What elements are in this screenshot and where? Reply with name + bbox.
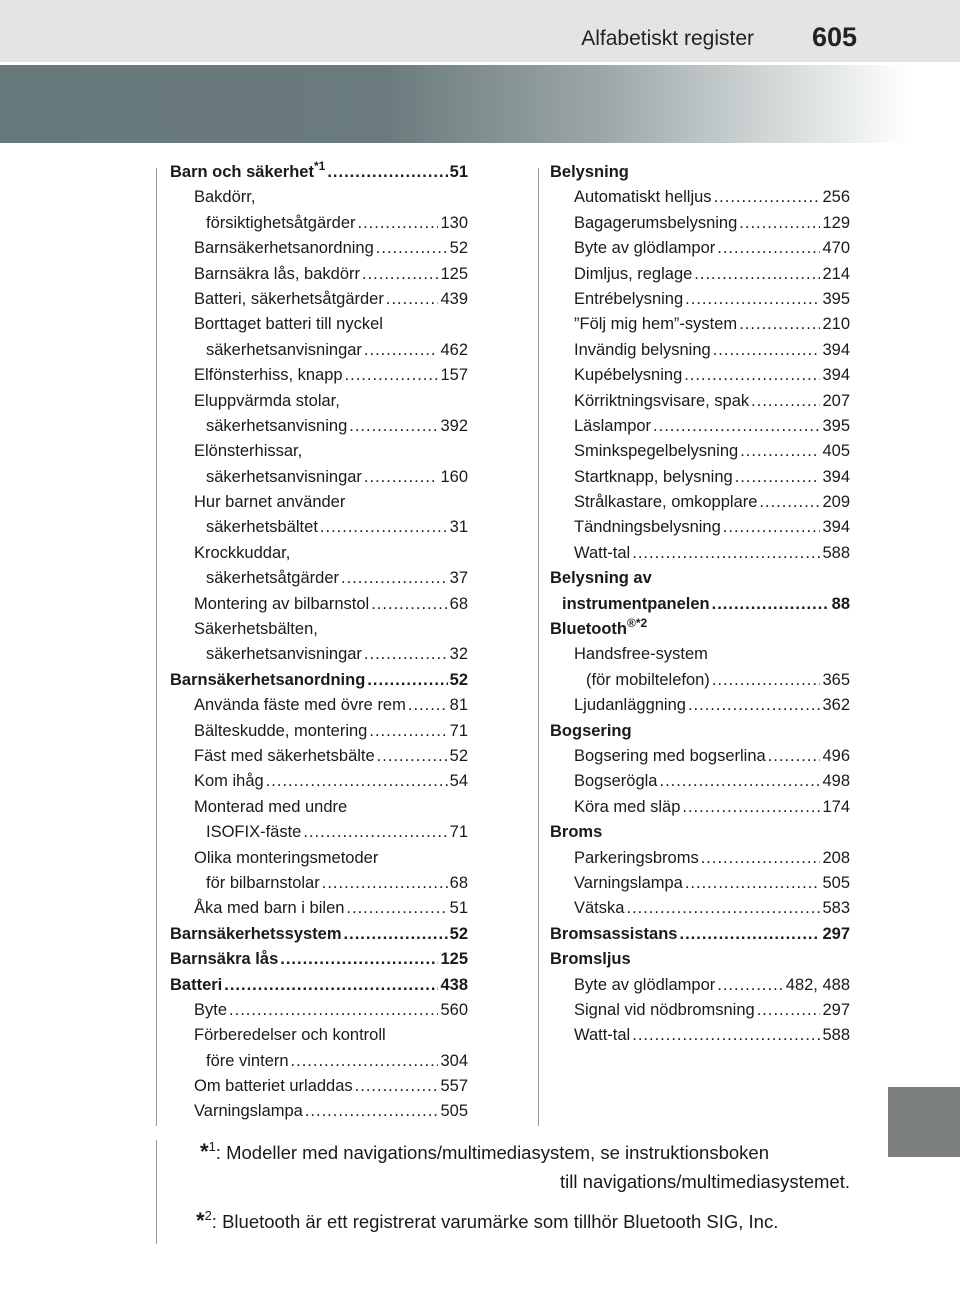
index-entry-page: 297 (822, 924, 850, 943)
index-entry-left (170, 668, 468, 693)
index-entry-text: Varningslampa (574, 873, 683, 892)
dot-leader (694, 262, 820, 287)
dot-leader (685, 871, 821, 896)
index-entry-text: Bogsering med bogserlina (574, 746, 766, 765)
index-entry-page: 52 (449, 924, 468, 943)
index-entry-page: 125 (440, 950, 468, 969)
index-entry-page: 54 (449, 772, 468, 791)
index-entry-text: Läslampor (574, 416, 652, 435)
footnote-2-asterisk: * (196, 1208, 205, 1233)
index-entry-text: Watt-tal (574, 1026, 631, 1045)
index-entry-right (550, 642, 850, 667)
index-entry-page: 207 (822, 391, 850, 410)
dot-leader (369, 719, 447, 744)
dot-leader (688, 693, 821, 718)
dot-leader (386, 287, 439, 312)
dot-leader (280, 947, 438, 972)
index-entry-right (550, 465, 850, 490)
index-entry-left (170, 693, 468, 718)
index-entry-text: Barnsäkerhetssystem (170, 924, 342, 943)
index-entry-text: Fäst med säkerhetsbälte (194, 746, 375, 765)
index-entry-right (550, 541, 850, 566)
dot-leader (653, 414, 820, 439)
index-entry-right (550, 236, 850, 261)
index-entry-text: Bogserögla (574, 772, 658, 791)
index-entry-right (550, 769, 850, 794)
index-entry-text: Sminkspegelbelysning (574, 442, 739, 461)
index-entry-text: Dimljus, reglage (574, 264, 693, 283)
index-entry-page: 37 (449, 569, 468, 588)
index-entry-page: 392 (440, 416, 468, 435)
index-entry-page: 88 (831, 594, 850, 613)
footnote-1-number: 1 (208, 1139, 216, 1154)
index-entry-right (550, 744, 850, 769)
index-entry-text: Köra med släp (574, 797, 681, 816)
index-entry-text: Handsfree-system (574, 645, 708, 664)
dot-leader (364, 338, 439, 363)
index-entry-left (170, 414, 468, 439)
index-entry-page: 394 (822, 467, 850, 486)
dot-leader (364, 642, 448, 667)
index-entry-text: Vätska (574, 899, 625, 918)
index-column-right (550, 160, 850, 1049)
index-entry-text: Bromsljus (550, 950, 631, 969)
index-entry-text: Använda fäste med övre rem (194, 696, 406, 715)
index-entry-right (550, 846, 850, 871)
dot-leader (740, 439, 820, 464)
dot-leader (735, 465, 821, 490)
index-entry-right (550, 312, 850, 337)
dot-leader (757, 998, 821, 1023)
index-entry-text: Bälteskudde, montering (194, 721, 368, 740)
index-entry-text: försiktighetsåtgärder (206, 213, 356, 232)
index-entry-page: 130 (440, 213, 468, 232)
index-entry-text: Byte (194, 1000, 228, 1019)
index-entry-text: Säkerhetsbälten, (194, 620, 318, 639)
dot-leader (346, 896, 447, 921)
column-divider (538, 168, 539, 1126)
index-entry-text: Byte av glödlampor (574, 239, 716, 258)
section-title: Alfabetiskt register (581, 27, 754, 50)
index-entry-page: 583 (822, 899, 850, 918)
index-entry-text: (för mobiltelefon) (586, 670, 710, 689)
index-entry-page: 81 (449, 696, 468, 715)
index-entry-text: ISOFIX-fäste (206, 823, 302, 842)
dot-leader (712, 668, 821, 693)
index-entry-text: Monterad med undre (194, 797, 348, 816)
index-entry-page: 71 (449, 823, 468, 842)
index-entry-page: 588 (822, 1026, 850, 1045)
index-entry-right (550, 592, 850, 617)
index-entry-left (170, 744, 468, 769)
index-entry-right (550, 389, 850, 414)
index-entry-page: 588 (822, 543, 850, 562)
dot-leader (759, 490, 820, 515)
index-entry-left (170, 160, 468, 185)
index-entry-text: Entrébelysning (574, 289, 684, 308)
dot-leader (751, 389, 820, 414)
index-entry-left (170, 795, 468, 820)
index-entry-page: 210 (822, 315, 850, 334)
index-entry-page: 32 (449, 645, 468, 664)
index-entry-left (170, 490, 468, 515)
index-entry-page: 470 (822, 239, 850, 258)
index-entry-left (170, 262, 468, 287)
index-entry-text: Invändig belysning (574, 340, 711, 359)
index-entry-text: Körriktningsvisare, spak (574, 391, 750, 410)
index-entry-right (550, 287, 850, 312)
index-entry-left (170, 541, 468, 566)
index-entry-left (170, 287, 468, 312)
index-entry-text: Ljudanläggning (574, 696, 686, 715)
index-entry-text: Bagagerumsbelysning (574, 213, 738, 232)
dot-leader (626, 896, 820, 921)
dot-leader (349, 414, 438, 439)
index-entry-left (170, 1023, 468, 1048)
dot-leader (684, 363, 820, 388)
index-entry-left (170, 439, 468, 464)
index-entry-text: Bromsassistans (550, 924, 678, 943)
index-entry-text: Kom ihåg (194, 772, 264, 791)
index-entry-text: Olika monteringsmetoder (194, 848, 379, 867)
index-column-left (170, 160, 468, 1125)
index-entry-page: 462 (440, 340, 468, 359)
index-entry-text: Barn och säkerhet (170, 163, 314, 181)
index-entry-left (170, 236, 468, 261)
index-entry-text: Elönsterhissar, (194, 442, 303, 461)
footnote-2-number: 2 (204, 1208, 212, 1223)
index-entry-left (170, 846, 468, 871)
index-entry-right (550, 973, 850, 998)
index-entry-right (550, 439, 850, 464)
dot-leader (377, 744, 448, 769)
index-entry-page: 174 (822, 797, 850, 816)
index-entry-page: 52 (449, 746, 468, 765)
dot-leader (358, 211, 439, 236)
footnote-mark: ®*2 (626, 616, 648, 631)
index-entry-left (170, 338, 468, 363)
index-entry-right (550, 211, 850, 236)
index-entry-right (550, 896, 850, 921)
page-header (0, 0, 960, 62)
index-entry-right (550, 922, 850, 947)
index-entry-left (170, 769, 468, 794)
index-entry-text: Bakdörr, (194, 188, 256, 207)
index-entry-text: Om batteriet urladdas (194, 1077, 353, 1096)
dot-leader (367, 668, 447, 693)
footnote-mark: *1 (313, 159, 326, 173)
index-entry-page: 157 (440, 366, 468, 385)
index-entry-text: Barnsäkra lås, bakdörr (194, 264, 360, 283)
index-entry-page: 208 (822, 848, 850, 867)
dot-leader (229, 998, 438, 1023)
dot-leader (717, 236, 820, 261)
dot-leader (322, 871, 448, 896)
index-entry-page: 560 (440, 1000, 468, 1019)
dot-leader (224, 973, 438, 998)
dot-leader (345, 363, 439, 388)
index-entry-page: 395 (822, 289, 850, 308)
dot-leader (679, 922, 820, 947)
index-entry-text: Watt-tal (574, 543, 631, 562)
index-entry-page: 439 (440, 289, 468, 308)
dot-leader (717, 973, 784, 998)
index-entry-text: Eluppvärmda stolar, (194, 391, 340, 410)
index-entry-left (170, 566, 468, 591)
index-entry-right (550, 668, 850, 693)
index-entry-page: 51 (449, 163, 468, 181)
index-entry-text: Åka med barn i bilen (194, 899, 345, 918)
index-entry-page: 405 (822, 442, 850, 461)
index-entry-text: Varningslampa (194, 1102, 303, 1121)
index-entry-left (170, 1074, 468, 1099)
dot-leader (291, 1049, 439, 1074)
dot-leader (713, 338, 821, 363)
index-entry-text: Belysning av (550, 569, 652, 588)
index-entry-right (550, 719, 850, 744)
index-entry-left (170, 922, 468, 947)
index-entry-right (550, 414, 850, 439)
index-entry-text: Barnsäkerhetsanordning (170, 670, 366, 689)
index-entry-right (550, 998, 850, 1023)
dot-leader (632, 1023, 820, 1048)
dot-leader (714, 185, 821, 210)
index-entry-right (550, 820, 850, 845)
index-entry-text: säkerhetsanvisning (206, 416, 348, 435)
index-entry-right (550, 490, 850, 515)
index-entry-page: 51 (449, 899, 468, 918)
index-entry-text: Bluetooth (550, 620, 627, 639)
dot-leader (305, 1099, 439, 1124)
index-entry-page: 498 (822, 772, 850, 791)
index-entry-page: 209 (822, 493, 850, 512)
dot-leader (327, 160, 447, 185)
index-entry-page: 365 (822, 670, 850, 689)
dot-leader (371, 592, 447, 617)
dot-leader (768, 744, 821, 769)
index-entry-text: Bogsering (550, 721, 632, 740)
dot-leader (355, 1074, 439, 1099)
index-entry-text: Startknapp, belysning (574, 467, 733, 486)
index-entry-page: 31 (449, 518, 468, 537)
left-margin-rule (156, 168, 157, 1126)
index-entry-left (170, 389, 468, 414)
index-entry-page: 557 (440, 1077, 468, 1096)
index-entry-text: Automatiskt helljus (574, 188, 712, 207)
index-entry-left (170, 515, 468, 540)
footnote-2 (196, 1207, 856, 1237)
index-entry-left (170, 1049, 468, 1074)
dot-leader (712, 592, 830, 617)
index-entry-page: 482, 488 (785, 975, 850, 994)
footnote-margin-rule (156, 1140, 157, 1244)
index-entry-left (170, 871, 468, 896)
index-entry-text: Borttaget batteri till nyckel (194, 315, 383, 334)
index-entry-left (170, 312, 468, 337)
index-entry-left (170, 465, 468, 490)
index-entry-page: 68 (449, 594, 468, 613)
index-entry-right (550, 160, 850, 185)
dot-leader (408, 693, 448, 718)
index-entry-page: 52 (449, 670, 468, 689)
index-entry-page: 68 (449, 873, 468, 892)
index-entry-text: Förberedelser och kontroll (194, 1026, 386, 1045)
index-entry-page: 496 (822, 746, 850, 765)
index-entry-left (170, 820, 468, 845)
index-entry-page: 304 (440, 1051, 468, 1070)
index-entry-page: 394 (822, 340, 850, 359)
index-entry-page: 505 (822, 873, 850, 892)
index-entry-text: Batteri, säkerhetsåtgärder (194, 289, 384, 308)
index-entry-right (550, 947, 850, 972)
index-entry-page: 362 (822, 696, 850, 715)
index-entry-page: 129 (822, 213, 850, 232)
index-entry-left (170, 947, 468, 972)
index-entry-text: Strålkastare, omkopplare (574, 493, 758, 512)
dot-leader (364, 465, 439, 490)
index-entry-text: Hur barnet använder (194, 493, 346, 512)
index-entry-right (550, 363, 850, 388)
index-entry-left (170, 719, 468, 744)
index-entry-text: Byte av glödlampor (574, 975, 716, 994)
index-entry-right (550, 338, 850, 363)
index-entry-text: Batteri (170, 975, 223, 994)
dot-leader (266, 769, 448, 794)
index-entry-text: för bilbarnstolar (206, 873, 320, 892)
index-entry-page: 71 (449, 721, 468, 740)
dot-leader (739, 312, 820, 337)
index-entry-text: säkerhetsanvisningar (206, 645, 362, 664)
footnote-2-text: : Bluetooth är ett registrerat varumärke som tillhör Bluetooth SIG, Inc. (211, 1211, 779, 1232)
index-entry-right (550, 566, 850, 591)
index-entry-right (550, 795, 850, 820)
page-number: 605 (812, 22, 858, 52)
index-entry-right (550, 262, 850, 287)
index-entry-right (550, 871, 850, 896)
dot-leader (344, 922, 448, 947)
index-entry-text: Signal vid nödbromsning (574, 1000, 755, 1019)
index-entry-text: Barnsäkerhetsanordning (194, 239, 374, 258)
index-entry-text: Kupébelysning (574, 366, 683, 385)
index-entry-text: Tändningsbelysning (574, 518, 721, 537)
index-entry-left (170, 973, 468, 998)
dot-leader (739, 211, 820, 236)
index-entry-page: 394 (822, 518, 850, 537)
index-entry-left (170, 363, 468, 388)
index-entry-left (170, 896, 468, 921)
index-entry-text: instrumentpanelen (562, 594, 710, 613)
dot-leader (303, 820, 447, 845)
index-entry-text: säkerhetsbältet (206, 518, 318, 537)
index-entry-page: 438 (440, 975, 468, 994)
index-entry-right (550, 1023, 850, 1048)
index-entry-page: 505 (440, 1102, 468, 1121)
index-entry-left (170, 617, 468, 642)
section-tab (888, 1087, 960, 1157)
index-entry-left (170, 185, 468, 210)
dot-leader (659, 769, 820, 794)
index-entry-text: säkerhetsanvisningar (206, 467, 362, 486)
dot-leader (362, 262, 438, 287)
header-banner (0, 65, 960, 143)
index-entry-text: säkerhetsanvisningar (206, 340, 362, 359)
footnote-1-line2: till navigations/multimediasystemet. (560, 1171, 850, 1192)
dot-leader (701, 846, 821, 871)
index-entry-text: Broms (550, 823, 603, 842)
index-entry-text: Krockkuddar, (194, 543, 291, 562)
index-entry-text: Parkeringsbroms (574, 848, 699, 867)
index-entry-right (550, 693, 850, 718)
footnote-1 (200, 1138, 850, 1195)
index-entry-text: ”Följ mig hem”-system (574, 315, 738, 334)
dot-leader (632, 541, 820, 566)
index-entry-left (170, 211, 468, 236)
dot-leader (376, 236, 448, 261)
dot-leader (723, 515, 821, 540)
index-entry-right (550, 515, 850, 540)
dot-leader (685, 287, 820, 312)
index-entry-text: Elfönsterhiss, knapp (194, 366, 343, 385)
dot-leader (320, 515, 448, 540)
footnote-1-line1: : Modeller med navigations/multimediasystem, se instruktionsboken (215, 1142, 769, 1163)
index-entry-text: före vintern (206, 1051, 289, 1070)
index-entry-page: 394 (822, 366, 850, 385)
index-entry-left (170, 592, 468, 617)
index-entry-page: 297 (822, 1000, 850, 1019)
dot-leader (682, 795, 820, 820)
index-entry-page: 52 (449, 239, 468, 258)
index-entry-right (550, 617, 850, 642)
index-entry-page: 125 (440, 264, 468, 283)
index-entry-right (550, 185, 850, 210)
index-entry-text: Barnsäkra lås (170, 950, 279, 969)
index-entry-page: 160 (440, 467, 468, 486)
index-entry-text: Montering av bilbarnstol (194, 594, 370, 613)
index-entry-text: Belysning (550, 163, 629, 181)
dot-leader (341, 566, 448, 591)
index-entry-page: 256 (822, 188, 850, 207)
index-entry-page: 395 (822, 416, 850, 435)
footnote-1-asterisk: * (200, 1139, 209, 1164)
index-entry-page: 214 (822, 264, 850, 283)
index-entry-left (170, 998, 468, 1023)
index-entry-left (170, 1099, 468, 1124)
index-entry-text: säkerhetsåtgärder (206, 569, 339, 588)
index-entry-left (170, 642, 468, 667)
